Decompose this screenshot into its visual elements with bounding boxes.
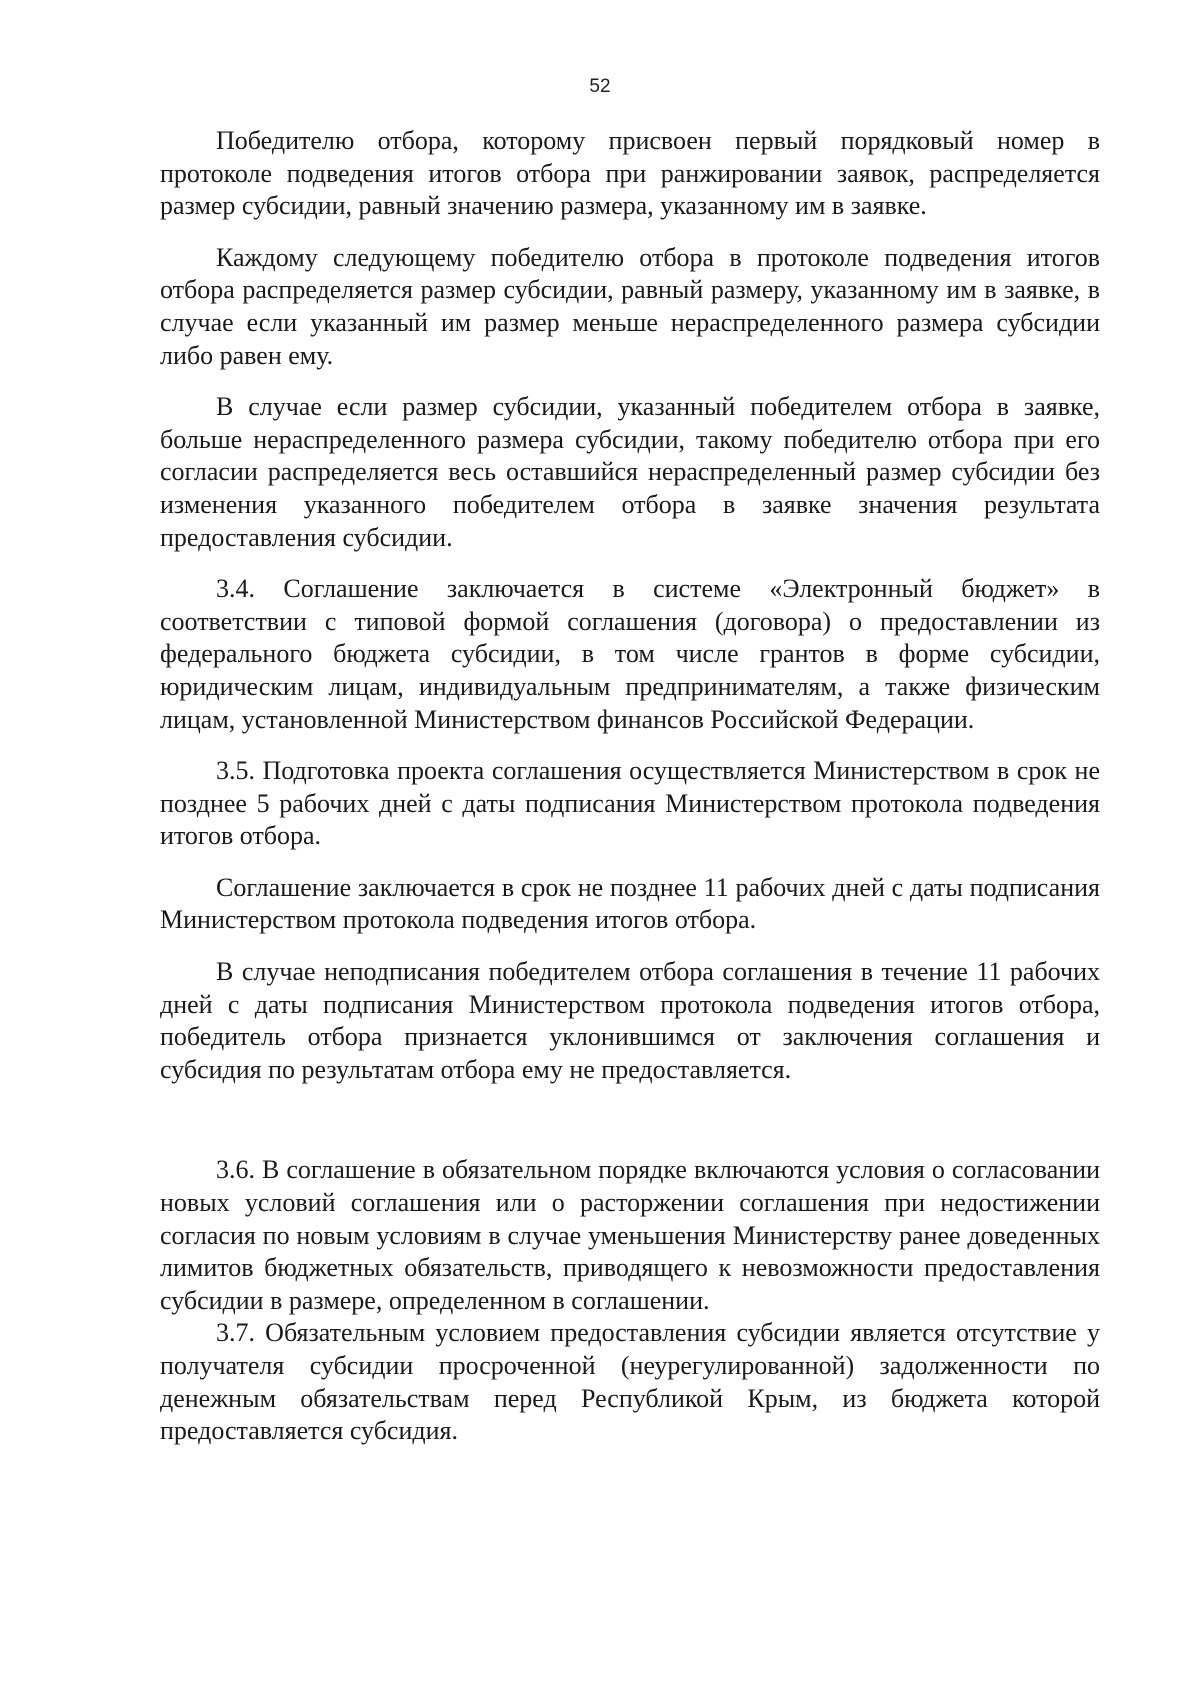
page-number: 52 [589,76,611,97]
paragraph-next-winner: Каждому следующему победителю отбора в протоколе подведения итогов отбора распределяется размер субсидии, равный размеру, указанному им в заявке, в случае если указанный им размер меньше нераспределенного размера субсидии либо равен ему. [160,242,1100,370]
paragraph-3-5: 3.5. Подготовка проекта соглашения осуществляется Министерством в срок не позднее 5 рабочих дней с даты подписания Министерством протокола подведения итогов отбора. [160,756,1100,851]
paragraph-agreement-deadline: Соглашение заключается в срок не позднее 11 рабочих дней с даты подписания Министерством протокола подведения итогов отбора. [160,872,1100,935]
paragraph-3-7: 3.7. Обязательным условием предоставления субсидии является отсутствие у получателя субсидии просроченной (неурегулированной) задолженности по денежным обязательствам перед Республикой Крым, из бюджета которой предоставляется субсидия. [160,1318,1100,1446]
paragraph-3-4: 3.4. Соглашение заключается в системе «Электронный бюджет» в соответствии с типовой формой соглашения (договора) о предоставлении из федерального бюджета субсидии, в том числе грантов в форме субсидии, юридическим лицам, индивидуальным предпринимателям, а также физическим лицам, установленной Министерством финансов Российской Федерации. [160,574,1100,734]
paragraph-first-winner: Победителю отбора, которому присвоен первый порядковый номер в протоколе подведения итогов отбора при ранжировании заявок, распределяется размер субсидии, равный значению размера, указанному им в заявке. [160,126,1100,221]
paragraph-remaining-subsidy: В случае если размер субсидии, указанный победителем отбора в заявке, больше нераспределенного размера субсидии, такому победителю отбора при его согласии распределяется весь оставшийся нераспределенный размер субсидии без изменения указанного победителем отбора в заявке значения результата предоставления субсидии. [160,392,1100,552]
document-body [160,125,1100,1448]
paragraph-unsigned-agreement: В случае неподписания победителем отбора соглашения в течение 11 рабочих дней с даты подписания Министерством протокола подведения итогов отбора, победитель отбора признается уклонившимся от заключения соглашения и субсидия по результатам отбора ему не предоставляется. [160,957,1100,1084]
paragraph-3-6: 3.6. В соглашение в обязательном порядке включаются условия о согласовании новых условий соглашения или о расторжении соглашения при недостижении согласия по новым условиям в случае уменьшения Министерству ранее доведенных лимитов бюджетных обязательств, приводящего к невозможности предоставления субсидии в размере, определенном в соглашении. [160,1155,1100,1315]
